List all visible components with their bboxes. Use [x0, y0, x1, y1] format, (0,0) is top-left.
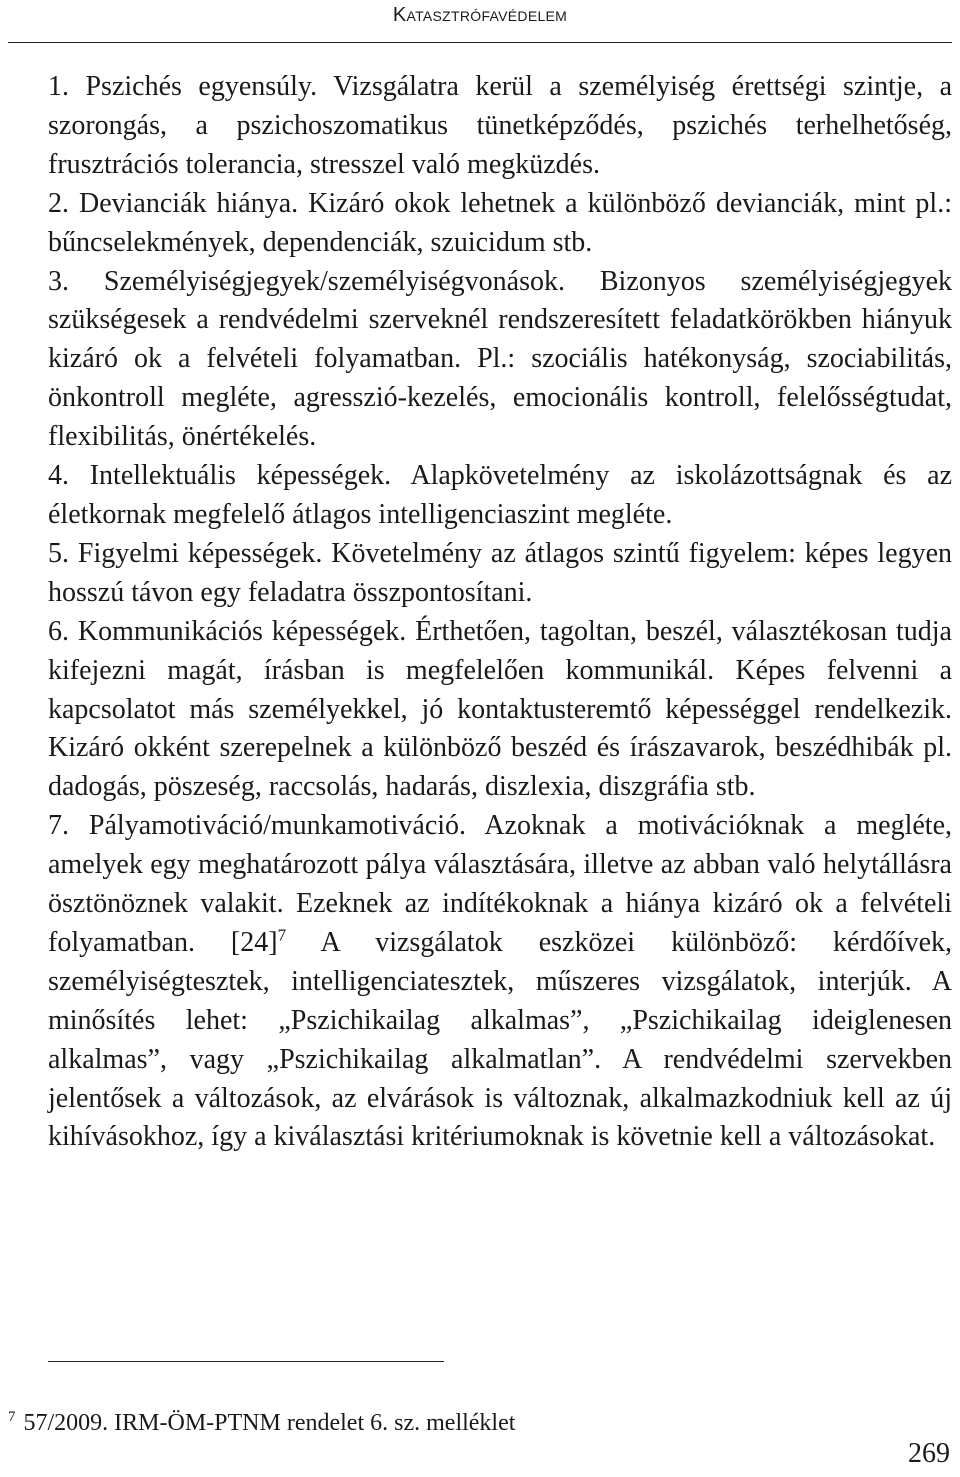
paragraph-psychic-balance: 1. Pszichés egyensúly. Vizsgálatra kerül a személyiség érettségi szintje, a szorongás, a pszichoszomatikus tünetképződés, pszichés terhelhetőség, frusztrációs tolerancia, stresszel való megküzdés.: [48, 71, 952, 180]
paragraph-communication-abilities: 6. Kommunikációs képességek. Érthetően, tagoltan, beszél, választékosan tudja kifejezni magát, írásban is megfelelően kommunikál. Képes felvenni a kapcsolatot más személyekkel, jó kontaktusteremtő képességgel rendelkezik. Kizáró okként szerepelnek a különböző beszéd és írászavarok, beszédhibák pl. dadogás, pöszeség, raccsolás, hadarás, diszlexia, diszgráfia stb.: [48, 615, 952, 803]
paragraph-career-motivation: [48, 807, 952, 1157]
paragraph-intellectual-abilities: 4. Intellektuális képességek. Alapkövetelmény az iskolázottságnak és az életkornak megfelelő átlagos intelligenciaszint megléte.: [48, 460, 952, 530]
footnote-mark: 7: [8, 1409, 16, 1425]
paragraph-career-motivation-text: 7. Pályamotiváció/munkamotiváció. Azoknak a motivációknak a megléte, amelyek egy meghatározott pálya választására, illetve az abban való helytállásra ösztönöznek valakit. Ezeknek az indítékoknak a hiánya kizáró ok a felvételi folyamatban. [24]: [48, 810, 952, 958]
paragraph-career-motivation-continued: A vizsgálatok eszközei különböző: kérdőívek, személyiségtesztek, intelligenciatesztek, műszeres vizsgálatok, interjúk. A minősítés lehet: „Pszichikailag alkalmas”, „Pszichikailag ideiglenesen alkalmas”, vagy „Pszichikailag alkalmatlan”. A rendvédelmi szervekben jelentősek a változások, az elvárások is változnak, alkalmazkodniuk kell az új kihívásokhoz, így a kiválasztási kritériumoknak is követnie kell a változásokat.: [48, 926, 953, 1153]
paragraph-attention-abilities: 5. Figyelmi képességek. Követelmény az átlagos szintű figyelem: képes legyen hosszú távon egy feladatra összpontosítani.: [48, 537, 952, 608]
paragraph-absence-of-deviance: 2. Devianciák hiánya. Kizáró okok lehetnek a különböző devianciák, mint pl.: bűncselekmények, dependenciák, szuicidum stb.: [48, 187, 952, 258]
page-number: 269: [908, 1438, 950, 1469]
footnote-reference[interactable]: 7: [277, 925, 287, 945]
footnote-divider: [48, 1361, 444, 1362]
header-divider: [8, 42, 952, 43]
running-header: Katasztrófavédelem: [392, 4, 568, 26]
footnote-text: 57/2009. IRM-ÖM-PTNM rendelet 6. sz. melléklet: [23, 1410, 516, 1436]
footnote: [8, 1410, 515, 1437]
paragraph-personality-traits: 3. Személyiségjegyek/személyiségvonások. Bizonyos személyiségjegyek szükségesek a rendvédelmi szerveknél rendszeresített feladatkörökben hiányuk kizáró ok a felvételi folyamatban. Pl.: szociális hatékonyság, szociabilitás, önkontroll megléte, agresszió-kezelés, emocionális kontroll, felelősségtudat, flexibilitás, önértékelés.: [48, 265, 952, 453]
body-text: [48, 68, 953, 1157]
